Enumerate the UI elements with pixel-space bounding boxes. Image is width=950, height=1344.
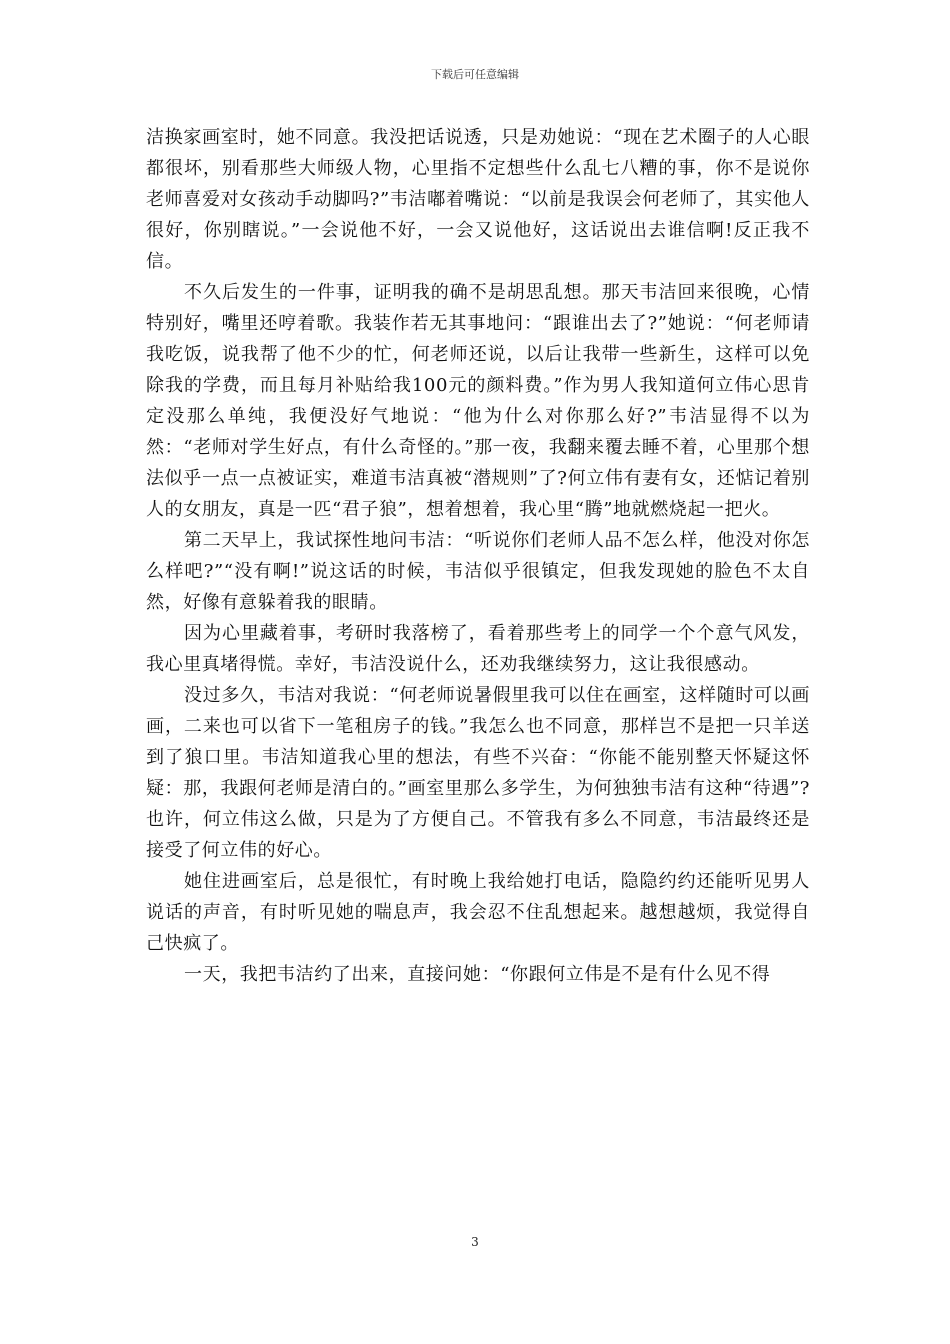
paragraph: 因为心里藏着事，考研时我落榜了，看着那些考上的同学一个个意气风发，我心里真堵得慌。幸好，韦洁没说什么，还劝我继续努力，这让我很感动。 [146,623,810,675]
page-header: 下载后可任意编辑 [431,68,519,81]
paragraph: 一天，我把韦洁约了出来，直接问她：“你跟何立伟是不是有什么见不得 [184,964,771,985]
paragraph-continued: 洁换家画室时，她不同意。我没把话说透，只是劝她说：“现在艺术圈子的人心眼都很坏，别看那些大师级人物，心里指不定想些什么乱七八糟的事，你不是说你老师喜爱对女孩动手动脚吗?”韦洁嘟着嘴说：“以前是我误会何老师了，其实他人很好，你别瞎说。”一会说他不好，一会又说他好，这话说出去谁信啊!反正我不信。 [146,127,810,272]
paragraph: 第二天早上，我试探性地问韦洁：“听说你们老师人品不怎么样，他没对你怎么样吧?”“没有啊!”说这话的时候，韦洁似乎很镇定，但我发现她的脸色不太自然，好像有意躲着我的眼睛。 [146,530,810,613]
paragraph: 不久后发生的一件事，证明我的确不是胡思乱想。那天韦洁回来很晚，心情特别好，嘴里还哼着歌。我装作若无其事地问：“跟谁出去了?”她说：“何老师请我吃饭，说我帮了他不少的忙，何老师还说，以后让我带一些新生，这样可以免除我的学费，而且每月补贴给我100元的颜料费。”作为男人我知道何立伟心思肯定没那么单纯，我便没好气地说：“他为什么对你那么好?”韦洁显得不以为然：“老师对学生好点，有什么奇怪的。”那一夜，我翻来覆去睡不着，心里那个想法似乎一点一点被证实，难道韦洁真被“潜规则”了?何立伟有妻有女，还惦记着别人的女朋友，真是一匹“君子狼”，想着想着，我心里“腾”地就燃烧起一把火。 [146,282,810,520]
paragraph: 她住进画室后，总是很忙，有时晚上我给她打电话，隐隐约约还能听见男人说话的声音，有时听见她的喘息声，我会忍不住乱想起来。越想越烦，我觉得自己快疯了。 [146,871,810,954]
page-number: 3 [471,1235,479,1249]
document-body [146,122,810,990]
paragraph: 没过多久，韦洁对我说：“何老师说暑假里我可以住在画室，这样随时可以画画，二来也可以省下一笔租房子的钱。”我怎么也不同意，那样岂不是把一只羊送到了狼口里。韦洁知道我心里的想法，有些不兴奋：“你能不能别整天怀疑这怀疑：那，我跟何老师是清白的。”画室里那么多学生，为何独独韦洁有这种“待遇”?也许，何立伟这么做，只是为了方便自己。不管我有多么不同意，韦洁最终还是接受了何立伟的好心。 [146,685,810,861]
